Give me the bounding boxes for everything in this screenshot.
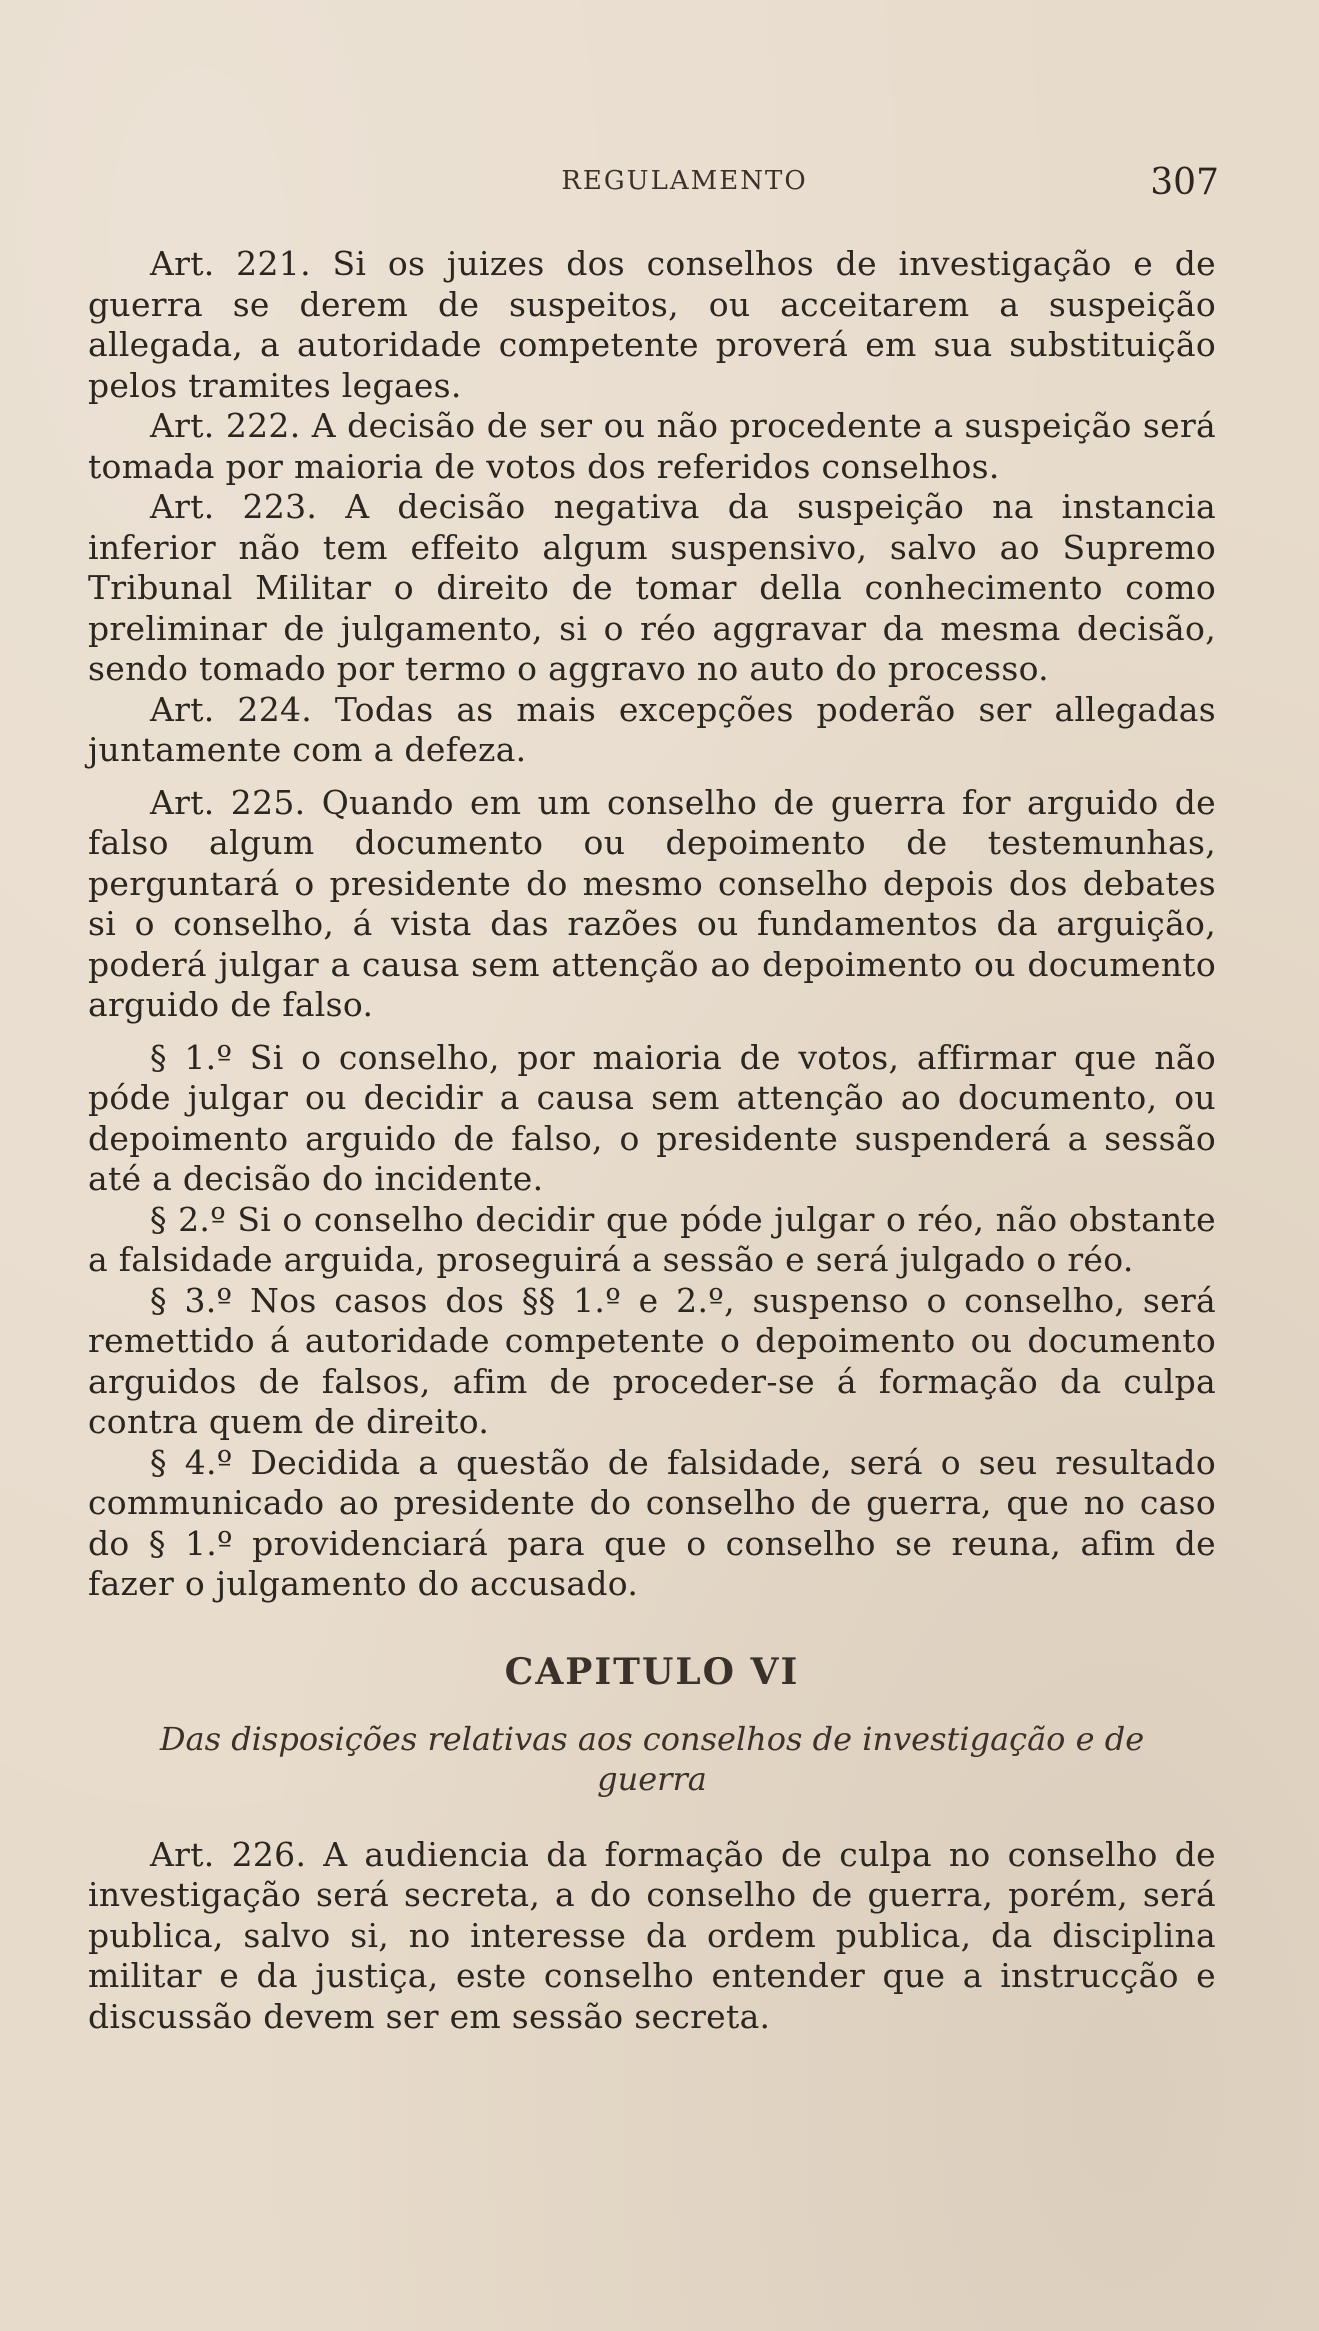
article-225-paragraph-1: § 1.º Si o conselho, por maioria de votos, affirmar que não póde julgar ou decidir a causa sem attenção ao documento, ou depoimento arguido de falso, o presidente suspenderá a sessão até a decisão do incidente.: [88, 1037, 1216, 1198]
chapter-title: CAPITULO VI: [504, 1650, 800, 1693]
article-221: Art. 221. Si os juizes dos conselhos de investigação e de guerra se derem de suspeitos, ou acceitarem a suspeição allegada, a autoridade competente proverá em sua substituição pelos tramites legaes.: [88, 244, 1216, 405]
page-header: [150, 162, 1219, 206]
chapter-subtitle: Das disposições relativas aos conselhos de investigação e de guerra: [159, 1719, 1145, 1798]
article-225-paragraph-4: § 4.º Decidida a questão de falsidade, será o seu resultado communicado ao presidente do conselho de guerra, que no caso do § 1.º providenciará para que o conselho se reuna, afim de fazer o julgamento do accusado.: [88, 1442, 1216, 1603]
page-body: [88, 244, 1216, 2037]
article-225-paragraph-2: § 2.º Si o conselho decidir que póde julgar o réo, não obstante a falsidade arguida, proseguirá a sessão e será julgado o réo.: [88, 1199, 1216, 1279]
running-head: REGULAMENTO: [561, 166, 808, 196]
article-225-paragraph-3: § 3.º Nos casos dos §§ 1.º e 2.º, suspenso o conselho, será remettido á autoridade competente o depoimento ou documento arguidos de falsos, afim de proceder-se á formação da culpa contra quem de direito.: [88, 1280, 1216, 1441]
article-225: Art. 225. Quando em um conselho de guerra for arguido de falso algum documento ou depoimento de testemunhas, perguntará o presidente do mesmo conselho depois dos debates si o conselho, á vista das razões ou fundamentos da arguição, poderá julgar a causa sem attenção ao depoimento ou documento arguido de falso.: [88, 782, 1216, 1024]
page-number: 307: [1150, 162, 1219, 203]
article-224: Art. 224. Todas as mais excepções poderão ser allegadas juntamente com a defeza.: [88, 689, 1216, 769]
article-223: Art. 223. A decisão negativa da suspeição na instancia inferior não tem effeito algum suspensivo, salvo ao Supremo Tribunal Militar o direito de tomar della conhecimento como preliminar de julgamento, si o réo aggravar da mesma decisão, sendo tomado por termo o aggravo no auto do processo.: [88, 487, 1216, 688]
article-222: Art. 222. A decisão de ser ou não procedente a suspeição será tomada por maioria de votos dos referidos conselhos.: [88, 406, 1216, 486]
article-226: Art. 226. A audiencia da formação de culpa no conselho de investigação será secreta, a do conselho de guerra, porém, será publica, salvo si, no interesse da ordem publica, da disciplina militar e da justiça, este conselho entender que a instrucção e discussão devem ser em sessão secreta.: [88, 1834, 1216, 2036]
